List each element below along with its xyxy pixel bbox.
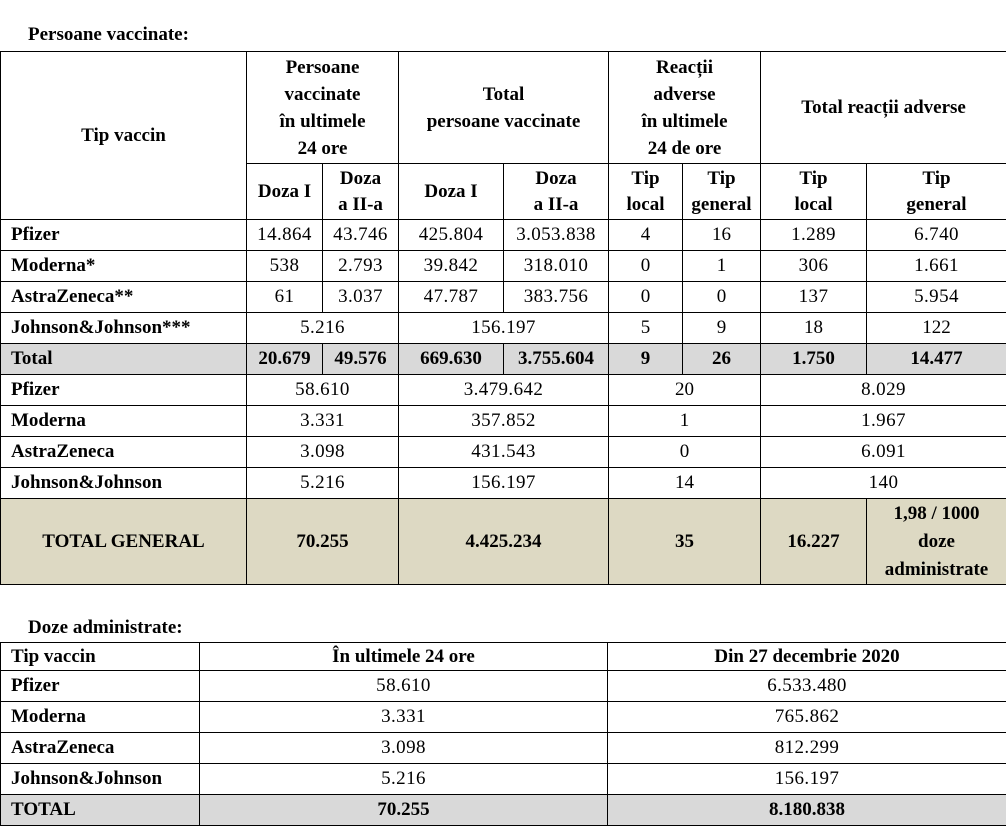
row-label: TOTAL GENERAL	[1, 499, 247, 585]
row-label: Johnson&Johnson	[1, 764, 200, 795]
doses-table	[0, 642, 1006, 826]
cell-value: 47.787	[399, 282, 504, 313]
cell-value: 0	[609, 437, 761, 468]
summary-row	[1, 468, 1006, 499]
vaccinated-table	[0, 51, 1006, 585]
row-label: Pfizer	[1, 671, 200, 702]
cell-value: 58.610	[200, 671, 608, 702]
cell-value: 140	[761, 468, 1006, 499]
cell-value: 2.793	[323, 251, 399, 282]
cell-value: 1.661	[867, 251, 1006, 282]
cell-value: 0	[609, 251, 683, 282]
table-row	[1, 220, 1006, 251]
header-since-date: Din 27 decembrie 2020	[608, 643, 1006, 671]
cell-value: 431.543	[399, 437, 609, 468]
cell-value: 5.216	[247, 313, 399, 344]
cell-value: 18	[761, 313, 867, 344]
header-dose2-24h: Doza a II-a	[323, 164, 399, 220]
cell-value: 3.037	[323, 282, 399, 313]
cell-value: 70.255	[200, 795, 608, 826]
reaction-rate-cell: 1,98 / 1000 doze administrate	[867, 499, 1006, 585]
cell-value: 26	[683, 344, 761, 375]
cell-value: 3.098	[200, 733, 608, 764]
cell-value: 20.679	[247, 344, 323, 375]
cell-value: 6.740	[867, 220, 1006, 251]
table-row	[1, 733, 1006, 764]
header-vaccine-type: Tip vaccin	[1, 52, 247, 220]
total-row	[1, 795, 1006, 826]
cell-value: 1	[683, 251, 761, 282]
cell-value: 538	[247, 251, 323, 282]
cell-value: 425.804	[399, 220, 504, 251]
row-label: Pfizer	[1, 375, 247, 406]
cell-value: 9	[683, 313, 761, 344]
header-last-24h: În ultimele 24 ore	[200, 643, 608, 671]
header-local-total: Tip local	[761, 164, 867, 220]
cell-value: 306	[761, 251, 867, 282]
table-row	[1, 764, 1006, 795]
cell-value: 5.954	[867, 282, 1006, 313]
cell-value: 20	[609, 375, 761, 406]
cell-value: 6.091	[761, 437, 1006, 468]
cell-value: 4	[609, 220, 683, 251]
header-dose1-24h: Doza I	[247, 164, 323, 220]
cell-value: 3.755.604	[504, 344, 609, 375]
cell-value: 16	[683, 220, 761, 251]
cell-value: 1.967	[761, 406, 1006, 437]
cell-value: 8.029	[761, 375, 1006, 406]
row-label: Johnson&Johnson***	[1, 313, 247, 344]
cell-value: 35	[609, 499, 761, 585]
table-row	[1, 282, 1006, 313]
row-label: AstraZeneca	[1, 437, 247, 468]
cell-value: 0	[683, 282, 761, 313]
cell-value: 383.756	[504, 282, 609, 313]
cell-value: 812.299	[608, 733, 1006, 764]
cell-value: 14	[609, 468, 761, 499]
cell-value: 3.331	[247, 406, 399, 437]
cell-value: 43.746	[323, 220, 399, 251]
header-local-24h: Tip local	[609, 164, 683, 220]
cell-value: 122	[867, 313, 1006, 344]
header-vaccinated-last-24h: Persoane vaccinate în ultimele 24 ore	[247, 52, 399, 164]
row-label: AstraZeneca	[1, 733, 200, 764]
cell-value: 14.477	[867, 344, 1006, 375]
row-label: Moderna*	[1, 251, 247, 282]
row-label: Total	[1, 344, 247, 375]
row-label: Pfizer	[1, 220, 247, 251]
cell-value: 39.842	[399, 251, 504, 282]
cell-value: 9	[609, 344, 683, 375]
cell-value: 3.053.838	[504, 220, 609, 251]
cell-value: 669.630	[399, 344, 504, 375]
cell-value: 156.197	[399, 468, 609, 499]
cell-value: 58.610	[247, 375, 399, 406]
header-total-vaccinated: Total persoane vaccinate	[399, 52, 609, 164]
header-vaccine-type: Tip vaccin	[1, 643, 200, 671]
cell-value: 16.227	[761, 499, 867, 585]
cell-value: 5	[609, 313, 683, 344]
row-label: Johnson&Johnson	[1, 468, 247, 499]
summary-row	[1, 437, 1006, 468]
total-row	[1, 344, 1006, 375]
cell-value: 0	[609, 282, 683, 313]
header-reactions-last-24h: Reacții adverse în ultimele 24 de ore	[609, 52, 761, 164]
summary-row	[1, 375, 1006, 406]
cell-value: 8.180.838	[608, 795, 1006, 826]
cell-value: 156.197	[399, 313, 609, 344]
summary-row	[1, 406, 1006, 437]
header-general-total: Tip general	[867, 164, 1006, 220]
table-row	[1, 671, 1006, 702]
row-label: Moderna	[1, 702, 200, 733]
cell-value: 1.289	[761, 220, 867, 251]
header-dose1-total: Doza I	[399, 164, 504, 220]
row-label: TOTAL	[1, 795, 200, 826]
table-row	[1, 313, 1006, 344]
cell-value: 3.331	[200, 702, 608, 733]
header-dose2-total: Doza a II-a	[504, 164, 609, 220]
cell-value: 357.852	[399, 406, 609, 437]
cell-value: 318.010	[504, 251, 609, 282]
cell-value: 14.864	[247, 220, 323, 251]
row-label: AstraZeneca**	[1, 282, 247, 313]
header-total-reactions: Total reacții adverse	[761, 52, 1006, 164]
cell-value: 5.216	[200, 764, 608, 795]
cell-value: 137	[761, 282, 867, 313]
cell-value: 5.216	[247, 468, 399, 499]
cell-value: 3.479.642	[399, 375, 609, 406]
cell-value: 49.576	[323, 344, 399, 375]
cell-value: 1.750	[761, 344, 867, 375]
cell-value: 765.862	[608, 702, 1006, 733]
cell-value: 6.533.480	[608, 671, 1006, 702]
table-row	[1, 702, 1006, 733]
header-general-24h: Tip general	[683, 164, 761, 220]
cell-value: 3.098	[247, 437, 399, 468]
cell-value: 1	[609, 406, 761, 437]
cell-value: 4.425.234	[399, 499, 609, 585]
cell-value: 156.197	[608, 764, 1006, 795]
vaccinated-section-title: Persoane vaccinate:	[28, 24, 189, 45]
row-label: Moderna	[1, 406, 247, 437]
cell-value: 70.255	[247, 499, 399, 585]
doses-section-title: Doze administrate:	[28, 617, 183, 638]
total-general-row	[1, 499, 1006, 585]
table-row	[1, 251, 1006, 282]
cell-value: 61	[247, 282, 323, 313]
